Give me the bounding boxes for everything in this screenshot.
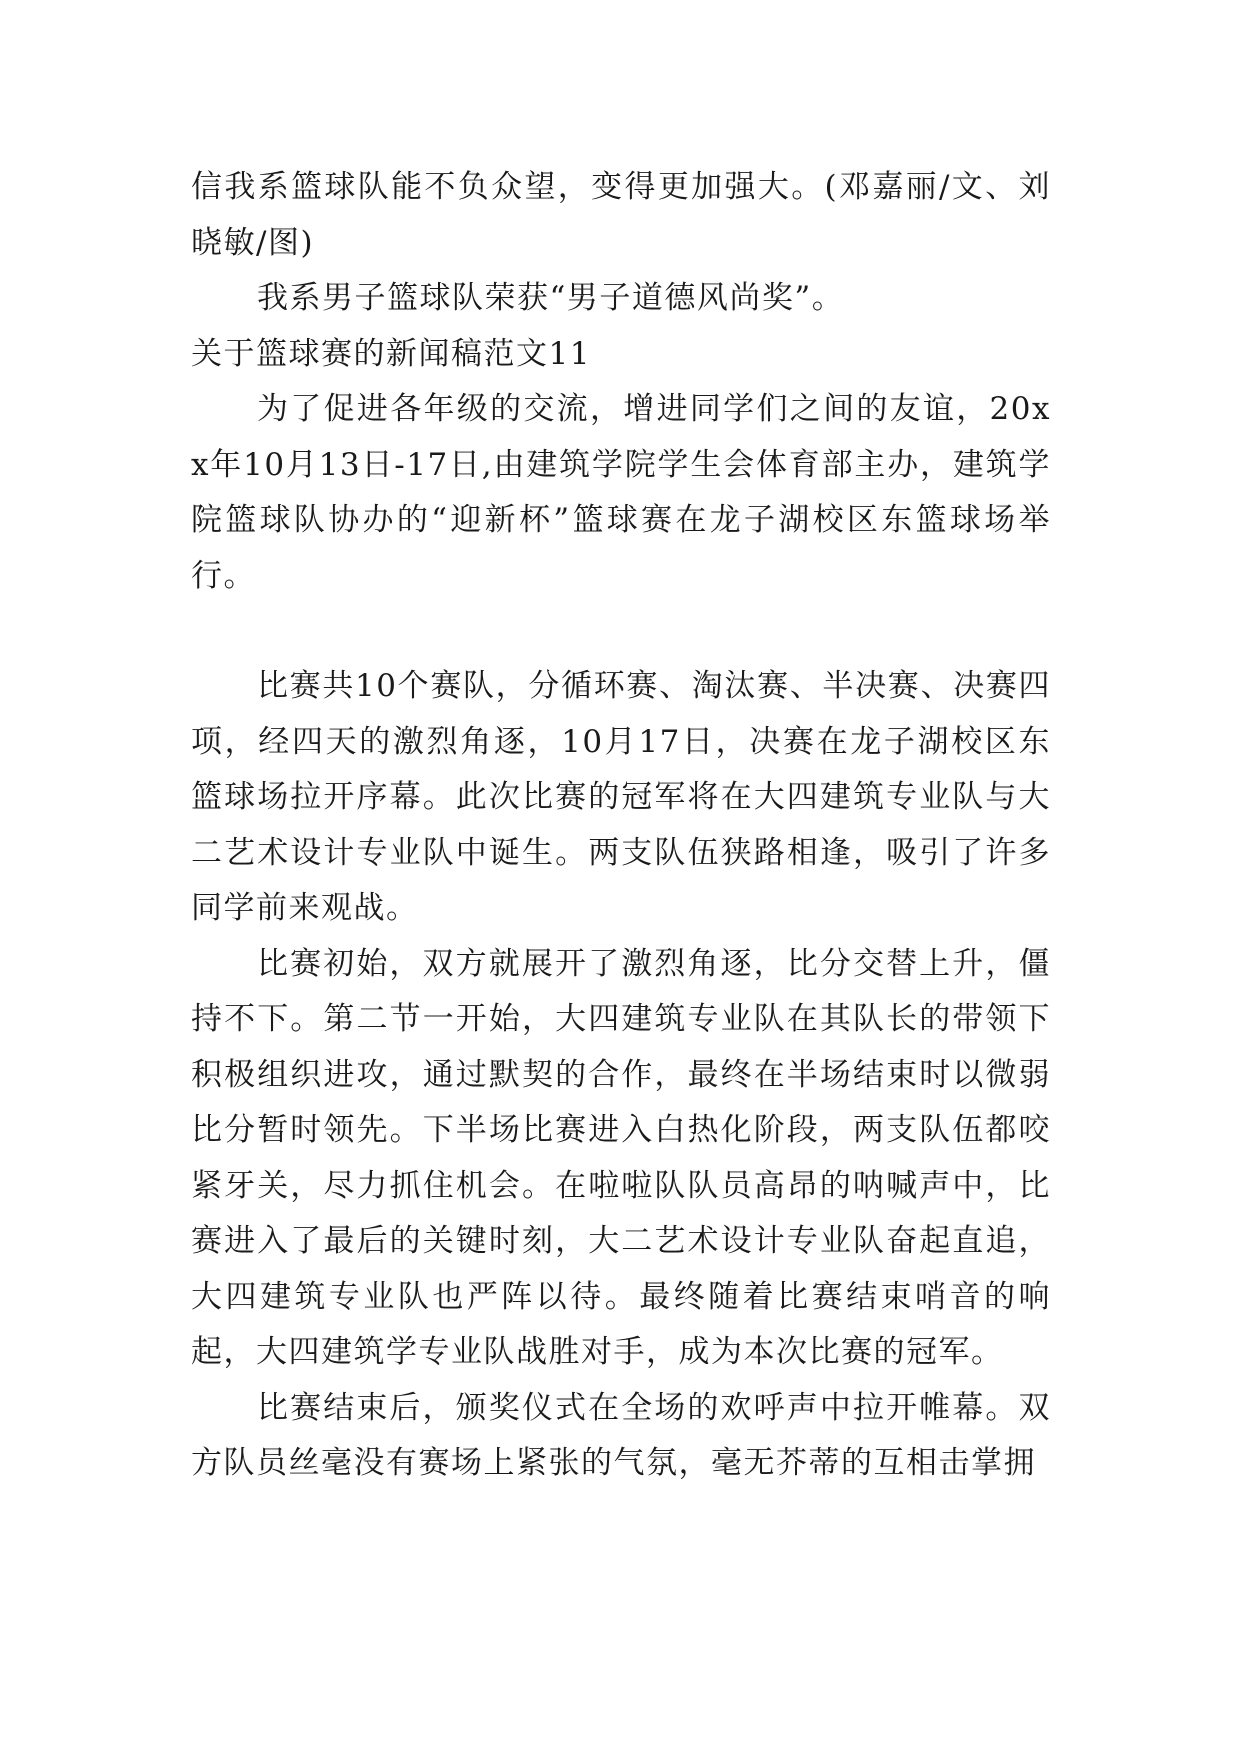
paragraph-match: 比赛初始，双方就展开了激烈角逐，比分交替上升，僵持不下。第二节一开始，大四建筑专业队在其队长的带领下积极组织进攻，通过默契的合作，最终在半场结束时以微弱比分暂时领先。下半场比赛进入白热化阶段，两支队伍都咬紧牙关，尽力抓住机会。在啦啦队队员高昂的呐喊声中，比赛进入了最后的关键时刻，大二艺术设计专业队奋起直追，大四建筑专业队也严阵以待。最终随着比赛结束哨音的响起，大四建筑学专业队战胜对手，成为本次比赛的冠军。 — [191, 945, 1051, 1370]
paragraph-continuation: 信我系篮球队能不负众望，变得更加强大。(邓嘉丽/文、刘晓敏/图) — [191, 169, 1051, 261]
paragraph-gap — [191, 604, 1051, 659]
document-page — [191, 160, 1051, 1492]
paragraph-award: 我系男子篮球队荣获“男子道德风尚奖”。 — [257, 280, 845, 316]
paragraph-ceremony: 比赛结束后，颁奖仪式在全场的欢呼声中拉开帷幕。双方队员丝毫没有赛场上紧张的气氛，毫无芥蒂的互相击掌拥 — [191, 1389, 1051, 1481]
paragraph-tournament: 比赛共10个赛队，分循环赛、淘汰赛、半决赛、决赛四项，经四天的激烈角逐，10月17日，决赛在龙子湖校区东篮球场拉开序幕。此次比赛的冠军将在大四建筑专业队与大二艺术设计专业队中诞生。两支队伍狭路相逢，吸引了许多同学前来观战。 — [191, 668, 1051, 926]
section-heading: 关于篮球赛的新闻稿范文11 — [191, 335, 591, 372]
paragraph-intro: 为了促进各年级的交流，增进同学们之间的友谊，20xx年10月13日-17日,由建筑学院学生会体育部主办，建筑学院篮球队协办的“迎新杯”篮球赛在龙子湖校区东篮球场举行。 — [191, 391, 1051, 594]
